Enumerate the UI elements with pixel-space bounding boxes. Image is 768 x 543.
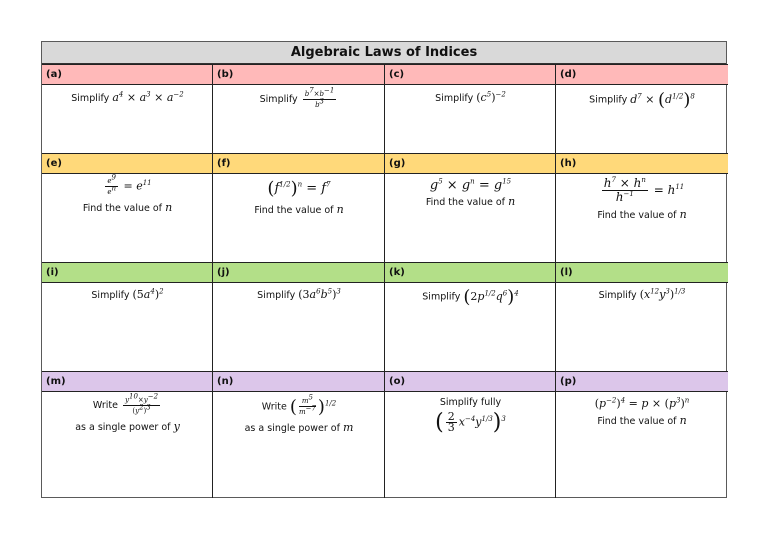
- label-b: (b): [213, 64, 385, 85]
- question-m: Write $\frac{y^{10}\times y^{-2}}{(y^2)^3}$ as a single power of y: [75, 392, 180, 433]
- question-n: Write ( $\frac{m^5}{m^{-7}}$ )$^{1/2}$ as a single power of m: [244, 393, 354, 434]
- label-o: (o): [385, 371, 556, 392]
- question-f: $(f^{1/2})^n = f^7$ Find the value of n: [254, 178, 344, 216]
- label-i: (i): [42, 262, 213, 283]
- question-a: Simplify $a^4 \times a^3 \times a^{-2}$: [71, 90, 184, 104]
- question-c: Simplify $(c^5)^{-2}$: [435, 90, 506, 104]
- label-l: (l): [556, 262, 728, 283]
- question-k: Simplify $(2p^{1/2}q^6)^4$: [422, 286, 519, 307]
- question-p: $(p^{-2})^4 = p \times (p^3)^n$ Find the value of n: [594, 396, 690, 427]
- question-g: $g^5 \times g^n = g^{15}$ Find the value of n: [425, 177, 516, 208]
- label-h: (h): [556, 153, 728, 174]
- column-divider: [384, 64, 385, 498]
- question-i: Simplify $(5a^4)^2$: [91, 287, 164, 301]
- label-a: (a): [42, 64, 213, 85]
- label-g: (g): [385, 153, 556, 174]
- worksheet-title: Algebraic Laws of Indices: [42, 42, 726, 64]
- question-h: $\frac{h^7 \times h^n}{h^{-1}}$ = $h^{11}$ Find the value of n: [597, 176, 687, 221]
- question-o: Simplify fully ( $\frac{2}{3}$ $x^{-4}y^{1/3})^3$: [435, 397, 506, 435]
- label-f: (f): [213, 153, 385, 174]
- question-l: Simplify $(x^{12}y^3)^{1/3}$: [598, 287, 686, 301]
- label-p: (p): [556, 371, 728, 392]
- question-b: Simplify $\frac{b^7\times b^{-1}}{b^3}$: [259, 86, 335, 109]
- question-e: $\frac{e^9}{e^n}$ = $e^{11}$ Find the value of n: [82, 173, 173, 214]
- label-e: (e): [42, 153, 213, 174]
- question-d: Simplify $d^7 \times (d^{1/2})^8$: [589, 89, 695, 110]
- column-divider: [555, 64, 556, 498]
- label-m: (m): [42, 371, 213, 392]
- column-divider: [212, 64, 213, 498]
- label-d: (d): [556, 64, 728, 85]
- label-c: (c): [385, 64, 556, 85]
- indices-worksheet: [41, 41, 727, 498]
- label-j: (j): [213, 262, 385, 283]
- label-k: (k): [385, 262, 556, 283]
- question-j: Simplify $(3a^6b^5)^3$: [257, 287, 341, 301]
- label-n: (n): [213, 371, 385, 392]
